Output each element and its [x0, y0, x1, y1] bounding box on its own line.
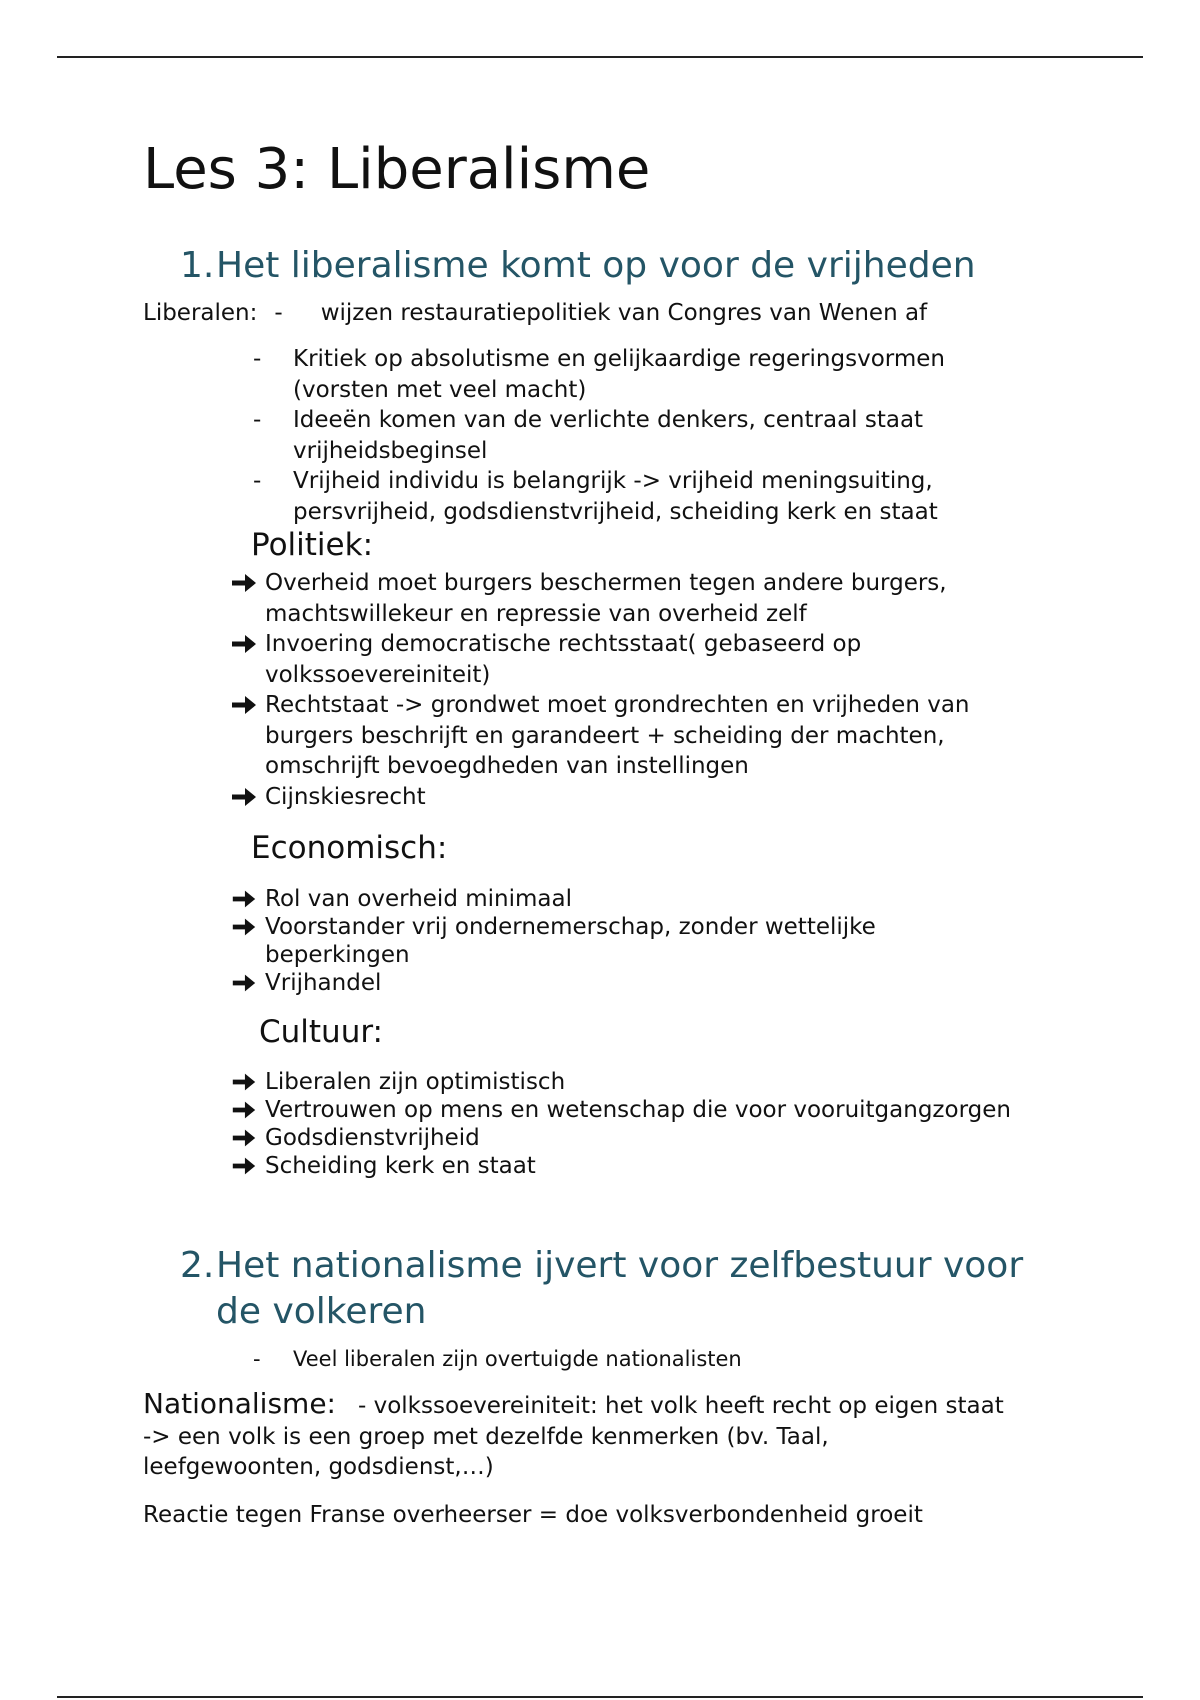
section-1-number: 1. — [180, 245, 215, 286]
section-2-number: 2. — [180, 1245, 215, 1286]
list-item — [230, 885, 876, 913]
list-item — [253, 405, 945, 466]
list-item-line: burgers beschrijft en garandeert + scheiding der machten, — [265, 722, 945, 749]
list-item — [253, 466, 945, 527]
list-item — [230, 568, 970, 629]
list-item-line: machtswillekeur en repressie van overheid zelf — [265, 600, 807, 627]
dash-marker: - — [253, 468, 262, 494]
list-item-line: persvrijheid, godsdienstvrijheid, scheiding kerk en staat — [293, 498, 938, 525]
nationalisme-line-2: -> een volk is een groep met dezelfde kenmerken (bv. Taal, — [143, 1423, 829, 1450]
list-item — [230, 1096, 1011, 1124]
list-item — [230, 690, 970, 782]
bottom-rule — [57, 1696, 1143, 1698]
list-item-line: volkssoevereiniteit) — [265, 661, 491, 688]
nationalisme-line-1 — [143, 1389, 1004, 1422]
arrow-right-icon — [230, 1152, 258, 1182]
nationalisme-definition: - volkssoevereiniteit: het volk heeft recht op eigen staat — [357, 1393, 1004, 1419]
dash-marker: - — [253, 1347, 261, 1371]
top-rule — [57, 56, 1143, 58]
list-item-line: Liberalen zijn optimistisch — [265, 1069, 566, 1095]
list-item-line: beperkingen — [265, 942, 410, 968]
list-item — [230, 1124, 1011, 1152]
arrow-right-icon — [230, 629, 258, 659]
list-item-line: omschrijft bevoegdheden van instellingen — [265, 753, 749, 779]
reactie-paragraph: Reactie tegen Franse overheerser = doe volksverbondenheid groeit — [143, 1502, 923, 1528]
list-item-line: Invoering democratische rechtsstaat( gebaseerd op — [265, 631, 862, 657]
list-item-line: Rol van overheid minimaal — [265, 886, 572, 912]
list-item — [230, 1068, 1011, 1096]
section-1-heading — [180, 243, 976, 289]
liberalen-label: Liberalen: — [143, 300, 258, 326]
arrow-right-icon — [230, 1096, 258, 1126]
arrow-right-icon — [230, 913, 258, 943]
dash-marker: - — [253, 346, 262, 372]
economisch-list — [230, 885, 876, 997]
list-item — [230, 1152, 1011, 1180]
arrow-right-icon — [230, 885, 258, 915]
arrow-right-icon — [230, 568, 258, 598]
list-item — [230, 969, 876, 997]
liberalen-dash: - — [274, 300, 283, 326]
economisch-heading: Economisch: — [251, 830, 448, 866]
cultuur-list — [230, 1068, 1011, 1180]
list-item-line: Kritiek op absolutisme en gelijkaardige regeringsvormen — [293, 346, 945, 372]
nationalisme-paragraph — [143, 1389, 1004, 1483]
arrow-right-icon — [230, 690, 258, 720]
list-item-line: Godsdienstvrijheid — [265, 1125, 480, 1151]
list-item-line: Overheid moet burgers beschermen tegen andere burgers, — [265, 570, 947, 596]
cultuur-heading: Cultuur: — [259, 1014, 383, 1050]
list-item-line: Vertrouwen op mens en wetenschap die voor vooruitgangzorgen — [265, 1097, 1011, 1123]
dash-marker: - — [253, 407, 262, 433]
list-item-line: Cijnskiesrecht — [265, 783, 426, 810]
list-item-line: Voorstander vrij ondernemerschap, zonder wettelijke — [265, 914, 876, 940]
list-item-line: vrijheidsbeginsel — [293, 437, 488, 464]
politiek-heading: Politiek: — [251, 527, 374, 563]
list-item — [253, 344, 945, 405]
list-item-line: Scheiding kerk en staat — [265, 1153, 536, 1179]
nationalisme-label: Nationalisme: — [143, 1387, 336, 1420]
list-item-line: Ideeën komen van de verlichte denkers, centraal staat — [293, 407, 924, 433]
page-title: Les 3: Liberalisme — [143, 137, 651, 202]
nationalisme-line-3: leefgewoonten, godsdienst,…) — [143, 1454, 494, 1480]
liberalen-dash-list — [253, 344, 945, 527]
list-item-line: (vorsten met veel macht) — [293, 376, 587, 403]
section-2-title-line-2: de volkeren — [216, 1291, 427, 1332]
arrow-right-icon — [230, 1068, 258, 1098]
list-item-line: Rechtstaat -> grondwet moet grondrechten en vrijheden van — [265, 692, 970, 718]
liberalen-first-point: wijzen restauratiepolitiek van Congres van Wenen af — [320, 300, 928, 326]
arrow-right-icon — [230, 969, 258, 999]
list-item-line: Vrijheid individu is belangrijk -> vrijheid meningsuiting, — [293, 468, 933, 494]
list-item — [230, 782, 970, 813]
nationalisten-dash-item — [253, 1345, 742, 1373]
section-2-heading — [180, 1243, 1023, 1335]
nationalisten-text: Veel liberalen zijn overtuigde nationalisten — [293, 1347, 742, 1371]
arrow-right-icon — [230, 782, 258, 812]
liberalen-line — [143, 298, 927, 328]
section-1-title: Het liberalisme komt op voor de vrijheden — [216, 245, 976, 286]
politiek-list — [230, 568, 970, 812]
section-2-title-line-1: Het nationalisme ijvert voor zelfbestuur voor — [216, 1245, 1024, 1286]
list-item — [230, 913, 876, 969]
list-item-line: Vrijhandel — [265, 970, 382, 996]
arrow-right-icon — [230, 1124, 258, 1154]
list-item — [230, 629, 970, 690]
